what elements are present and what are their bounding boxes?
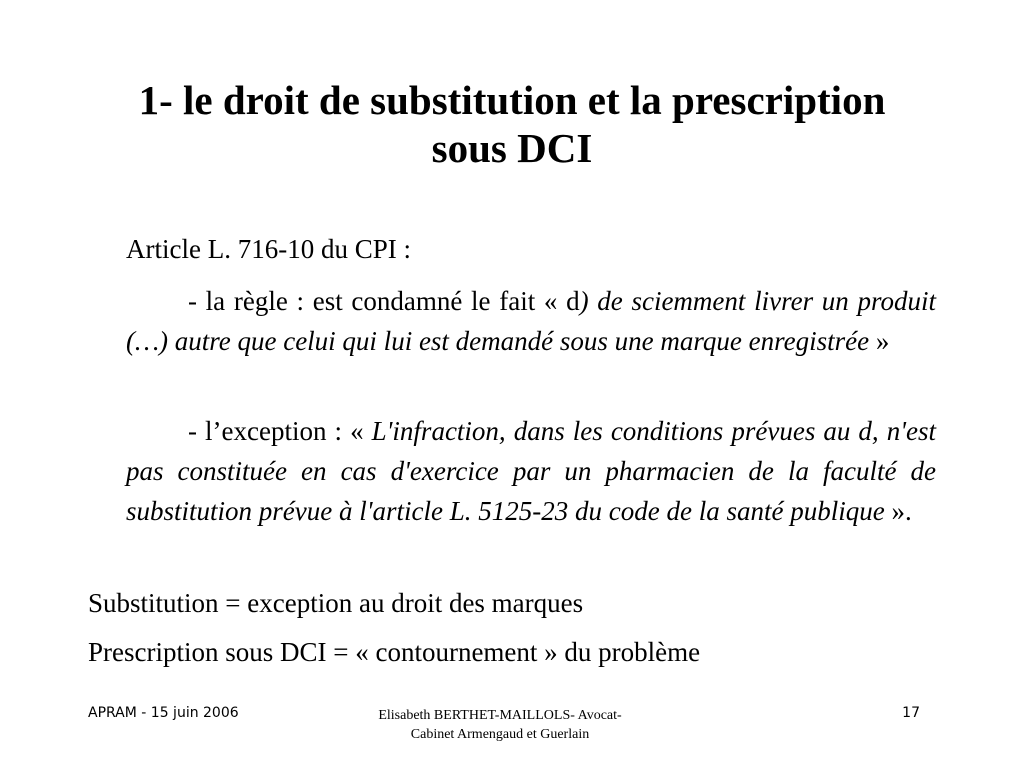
article-heading: Article L. 716-10 du CPI :: [126, 234, 411, 264]
footer-author-line-2: Cabinet Armengaud et Guerlain: [410, 727, 590, 742]
title-line-2: sous DCI: [431, 125, 593, 171]
exception-paragraph: [126, 411, 936, 531]
exception-lead: - l’exception : «: [188, 416, 372, 446]
title-line-1: 1- le droit de substitution et la prescription: [138, 77, 886, 123]
rule-lead: - la règle : est condamné le fait « d: [188, 286, 580, 316]
footer-author: [330, 706, 670, 744]
substitution-line: Substitution = exception au droit des marques: [88, 588, 584, 618]
exception-tail: ».: [884, 496, 912, 526]
page-number: 17: [902, 705, 920, 721]
footer-author-line-1: Elisabeth BERTHET-MAILLOLS- Avocat-: [378, 708, 622, 723]
footer-date: APRAM - 15 juin 2006: [88, 705, 239, 721]
prescription-line: Prescription sous DCI = « contournement » du problème: [88, 637, 701, 667]
exception-quote: L'infraction, dans les conditions prévues au d, n'est pas constituée en cas d'exercice par un pharmacien de la faculté de substitution prévue à l'article L. 5125-23 du code de la santé publique: [126, 416, 936, 526]
rule-tail: »: [869, 326, 890, 356]
slide-title: [60, 76, 964, 172]
rule-quote: ) de sciemment livrer un produit (…) autre que celui qui lui est demandé sous une marque enregistrée: [126, 286, 936, 356]
rule-paragraph: [126, 281, 936, 361]
